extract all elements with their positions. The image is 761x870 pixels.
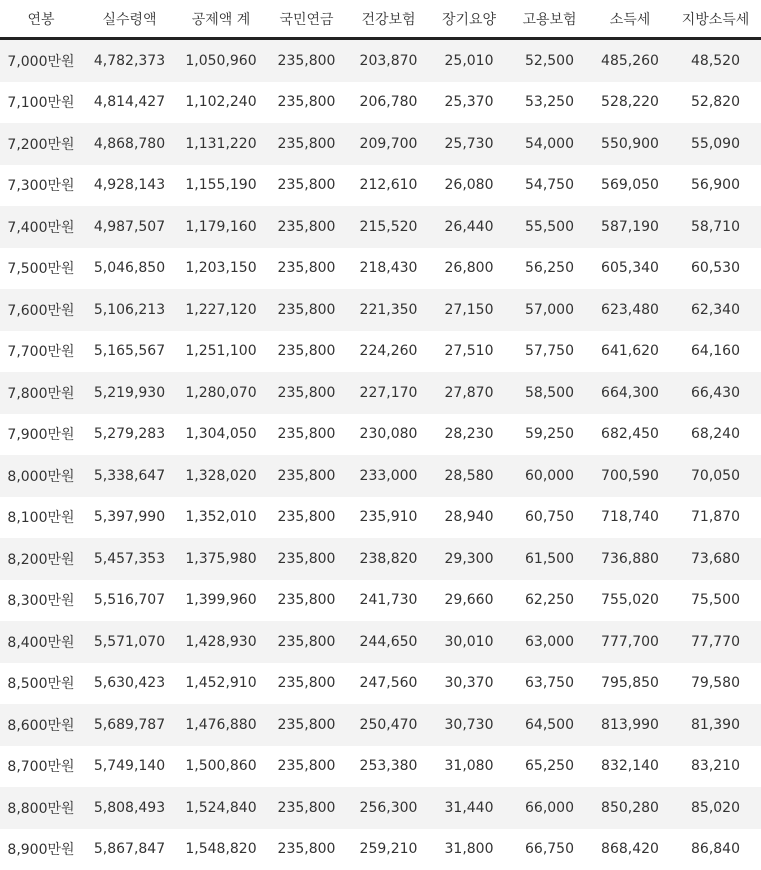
cell-net-pay: 4,928,143 bbox=[82, 165, 177, 207]
cell-long-term-care: 27,870 bbox=[429, 372, 509, 414]
cell-income-tax: 682,450 bbox=[590, 414, 670, 456]
cell-employment-insurance: 59,250 bbox=[509, 414, 590, 456]
cell-income-tax: 850,280 bbox=[590, 787, 670, 829]
cell-income-tax: 664,300 bbox=[590, 372, 670, 414]
cell-total-deduction: 1,476,880 bbox=[177, 704, 265, 746]
cell-employment-insurance: 64,500 bbox=[509, 704, 590, 746]
cell-health-insurance: 247,560 bbox=[348, 663, 429, 705]
cell-health-insurance: 256,300 bbox=[348, 787, 429, 829]
cell-national-pension: 235,800 bbox=[265, 123, 348, 165]
cell-health-insurance: 227,170 bbox=[348, 372, 429, 414]
cell-health-insurance: 238,820 bbox=[348, 538, 429, 580]
cell-national-pension: 235,800 bbox=[265, 580, 348, 622]
cell-total-deduction: 1,155,190 bbox=[177, 165, 265, 207]
cell-total-deduction: 1,050,960 bbox=[177, 39, 265, 82]
cell-net-pay: 5,749,140 bbox=[82, 746, 177, 788]
cell-net-pay: 5,516,707 bbox=[82, 580, 177, 622]
cell-health-insurance: 230,080 bbox=[348, 414, 429, 456]
table-row bbox=[0, 538, 761, 580]
cell-long-term-care: 29,660 bbox=[429, 580, 509, 622]
cell-local-income-tax: 66,430 bbox=[670, 372, 761, 414]
cell-long-term-care: 26,800 bbox=[429, 248, 509, 290]
cell-total-deduction: 1,131,220 bbox=[177, 123, 265, 165]
cell-total-deduction: 1,179,160 bbox=[177, 206, 265, 248]
cell-salary: 7,800만원 bbox=[0, 372, 82, 414]
cell-employment-insurance: 61,500 bbox=[509, 538, 590, 580]
cell-local-income-tax: 62,340 bbox=[670, 289, 761, 331]
cell-health-insurance: 209,700 bbox=[348, 123, 429, 165]
cell-long-term-care: 27,150 bbox=[429, 289, 509, 331]
cell-employment-insurance: 66,750 bbox=[509, 829, 590, 870]
cell-salary: 8,600만원 bbox=[0, 704, 82, 746]
table-row bbox=[0, 248, 761, 290]
cell-local-income-tax: 68,240 bbox=[670, 414, 761, 456]
cell-local-income-tax: 70,050 bbox=[670, 455, 761, 497]
table-row bbox=[0, 704, 761, 746]
cell-net-pay: 5,046,850 bbox=[82, 248, 177, 290]
cell-net-pay: 5,808,493 bbox=[82, 787, 177, 829]
table-row bbox=[0, 39, 761, 82]
column-header-income-tax: 소득세 bbox=[590, 0, 670, 39]
cell-employment-insurance: 58,500 bbox=[509, 372, 590, 414]
cell-total-deduction: 1,548,820 bbox=[177, 829, 265, 870]
cell-employment-insurance: 53,250 bbox=[509, 82, 590, 124]
cell-total-deduction: 1,428,930 bbox=[177, 621, 265, 663]
cell-local-income-tax: 86,840 bbox=[670, 829, 761, 870]
cell-employment-insurance: 52,500 bbox=[509, 39, 590, 82]
cell-employment-insurance: 55,500 bbox=[509, 206, 590, 248]
cell-total-deduction: 1,500,860 bbox=[177, 746, 265, 788]
cell-national-pension: 235,800 bbox=[265, 663, 348, 705]
cell-total-deduction: 1,102,240 bbox=[177, 82, 265, 124]
cell-health-insurance: 206,780 bbox=[348, 82, 429, 124]
cell-income-tax: 795,850 bbox=[590, 663, 670, 705]
cell-health-insurance: 218,430 bbox=[348, 248, 429, 290]
cell-net-pay: 4,814,427 bbox=[82, 82, 177, 124]
cell-employment-insurance: 60,750 bbox=[509, 497, 590, 539]
cell-national-pension: 235,800 bbox=[265, 455, 348, 497]
cell-long-term-care: 28,580 bbox=[429, 455, 509, 497]
cell-local-income-tax: 60,530 bbox=[670, 248, 761, 290]
column-header-total-deduction: 공제액 계 bbox=[177, 0, 265, 39]
cell-long-term-care: 28,940 bbox=[429, 497, 509, 539]
cell-net-pay: 5,106,213 bbox=[82, 289, 177, 331]
cell-local-income-tax: 75,500 bbox=[670, 580, 761, 622]
cell-national-pension: 235,800 bbox=[265, 39, 348, 82]
cell-salary: 8,200만원 bbox=[0, 538, 82, 580]
column-header-health-insurance: 건강보험 bbox=[348, 0, 429, 39]
cell-income-tax: 813,990 bbox=[590, 704, 670, 746]
cell-total-deduction: 1,399,960 bbox=[177, 580, 265, 622]
cell-salary: 7,000만원 bbox=[0, 39, 82, 82]
column-header-long-term-care: 장기요양 bbox=[429, 0, 509, 39]
cell-long-term-care: 31,080 bbox=[429, 746, 509, 788]
cell-national-pension: 235,800 bbox=[265, 331, 348, 373]
table-row bbox=[0, 414, 761, 456]
cell-employment-insurance: 57,750 bbox=[509, 331, 590, 373]
cell-employment-insurance: 54,750 bbox=[509, 165, 590, 207]
cell-total-deduction: 1,375,980 bbox=[177, 538, 265, 580]
cell-income-tax: 718,740 bbox=[590, 497, 670, 539]
cell-national-pension: 235,800 bbox=[265, 787, 348, 829]
column-header-local-income-tax: 지방소득세 bbox=[670, 0, 761, 39]
cell-salary: 8,300만원 bbox=[0, 580, 82, 622]
cell-long-term-care: 25,010 bbox=[429, 39, 509, 82]
cell-total-deduction: 1,227,120 bbox=[177, 289, 265, 331]
cell-income-tax: 550,900 bbox=[590, 123, 670, 165]
cell-net-pay: 5,457,353 bbox=[82, 538, 177, 580]
cell-income-tax: 700,590 bbox=[590, 455, 670, 497]
cell-health-insurance: 241,730 bbox=[348, 580, 429, 622]
cell-salary: 7,900만원 bbox=[0, 414, 82, 456]
cell-employment-insurance: 63,000 bbox=[509, 621, 590, 663]
cell-long-term-care: 29,300 bbox=[429, 538, 509, 580]
cell-salary: 8,500만원 bbox=[0, 663, 82, 705]
table-body bbox=[0, 39, 761, 870]
cell-local-income-tax: 58,710 bbox=[670, 206, 761, 248]
cell-local-income-tax: 55,090 bbox=[670, 123, 761, 165]
cell-salary: 7,400만원 bbox=[0, 206, 82, 248]
cell-total-deduction: 1,251,100 bbox=[177, 331, 265, 373]
cell-health-insurance: 235,910 bbox=[348, 497, 429, 539]
cell-health-insurance: 244,650 bbox=[348, 621, 429, 663]
table-row bbox=[0, 497, 761, 539]
cell-income-tax: 832,140 bbox=[590, 746, 670, 788]
cell-net-pay: 5,571,070 bbox=[82, 621, 177, 663]
cell-national-pension: 235,800 bbox=[265, 414, 348, 456]
cell-net-pay: 4,987,507 bbox=[82, 206, 177, 248]
cell-net-pay: 5,397,990 bbox=[82, 497, 177, 539]
cell-long-term-care: 26,080 bbox=[429, 165, 509, 207]
cell-salary: 8,000만원 bbox=[0, 455, 82, 497]
table-row bbox=[0, 289, 761, 331]
cell-long-term-care: 30,010 bbox=[429, 621, 509, 663]
cell-local-income-tax: 81,390 bbox=[670, 704, 761, 746]
cell-health-insurance: 259,210 bbox=[348, 829, 429, 870]
cell-employment-insurance: 66,000 bbox=[509, 787, 590, 829]
table-row bbox=[0, 206, 761, 248]
cell-income-tax: 485,260 bbox=[590, 39, 670, 82]
cell-national-pension: 235,800 bbox=[265, 165, 348, 207]
cell-long-term-care: 31,800 bbox=[429, 829, 509, 870]
cell-health-insurance: 203,870 bbox=[348, 39, 429, 82]
cell-net-pay: 5,165,567 bbox=[82, 331, 177, 373]
cell-salary: 7,200만원 bbox=[0, 123, 82, 165]
cell-long-term-care: 30,370 bbox=[429, 663, 509, 705]
cell-salary: 7,600만원 bbox=[0, 289, 82, 331]
cell-local-income-tax: 48,520 bbox=[670, 39, 761, 82]
cell-national-pension: 235,800 bbox=[265, 538, 348, 580]
cell-long-term-care: 27,510 bbox=[429, 331, 509, 373]
cell-income-tax: 736,880 bbox=[590, 538, 670, 580]
cell-employment-insurance: 63,750 bbox=[509, 663, 590, 705]
cell-national-pension: 235,800 bbox=[265, 206, 348, 248]
cell-national-pension: 235,800 bbox=[265, 704, 348, 746]
column-header-net-pay: 실수령액 bbox=[82, 0, 177, 39]
cell-national-pension: 235,800 bbox=[265, 248, 348, 290]
cell-national-pension: 235,800 bbox=[265, 829, 348, 870]
cell-local-income-tax: 79,580 bbox=[670, 663, 761, 705]
cell-income-tax: 623,480 bbox=[590, 289, 670, 331]
cell-employment-insurance: 56,250 bbox=[509, 248, 590, 290]
cell-health-insurance: 250,470 bbox=[348, 704, 429, 746]
table-header bbox=[0, 0, 761, 39]
cell-salary: 8,100만원 bbox=[0, 497, 82, 539]
table-row bbox=[0, 123, 761, 165]
cell-income-tax: 528,220 bbox=[590, 82, 670, 124]
cell-national-pension: 235,800 bbox=[265, 746, 348, 788]
table-row bbox=[0, 372, 761, 414]
cell-income-tax: 587,190 bbox=[590, 206, 670, 248]
cell-local-income-tax: 71,870 bbox=[670, 497, 761, 539]
cell-health-insurance: 224,260 bbox=[348, 331, 429, 373]
cell-net-pay: 5,689,787 bbox=[82, 704, 177, 746]
table-row bbox=[0, 580, 761, 622]
cell-salary: 8,400만원 bbox=[0, 621, 82, 663]
cell-net-pay: 5,219,930 bbox=[82, 372, 177, 414]
cell-national-pension: 235,800 bbox=[265, 621, 348, 663]
cell-national-pension: 235,800 bbox=[265, 372, 348, 414]
cell-income-tax: 755,020 bbox=[590, 580, 670, 622]
cell-health-insurance: 212,610 bbox=[348, 165, 429, 207]
cell-long-term-care: 30,730 bbox=[429, 704, 509, 746]
cell-employment-insurance: 62,250 bbox=[509, 580, 590, 622]
column-header-national-pension: 국민연금 bbox=[265, 0, 348, 39]
cell-salary: 8,900만원 bbox=[0, 829, 82, 870]
column-header-salary: 연봉 bbox=[0, 0, 82, 39]
table-row bbox=[0, 663, 761, 705]
table-row bbox=[0, 331, 761, 373]
column-header-employment-insurance: 고용보험 bbox=[509, 0, 590, 39]
cell-net-pay: 5,867,847 bbox=[82, 829, 177, 870]
cell-long-term-care: 26,440 bbox=[429, 206, 509, 248]
cell-local-income-tax: 77,770 bbox=[670, 621, 761, 663]
cell-total-deduction: 1,328,020 bbox=[177, 455, 265, 497]
table-row bbox=[0, 829, 761, 870]
cell-total-deduction: 1,352,010 bbox=[177, 497, 265, 539]
cell-income-tax: 868,420 bbox=[590, 829, 670, 870]
cell-health-insurance: 215,520 bbox=[348, 206, 429, 248]
table-row bbox=[0, 746, 761, 788]
cell-national-pension: 235,800 bbox=[265, 289, 348, 331]
cell-local-income-tax: 83,210 bbox=[670, 746, 761, 788]
cell-salary: 7,500만원 bbox=[0, 248, 82, 290]
cell-income-tax: 777,700 bbox=[590, 621, 670, 663]
cell-net-pay: 5,630,423 bbox=[82, 663, 177, 705]
cell-local-income-tax: 85,020 bbox=[670, 787, 761, 829]
cell-total-deduction: 1,304,050 bbox=[177, 414, 265, 456]
table-row bbox=[0, 455, 761, 497]
table-row bbox=[0, 787, 761, 829]
cell-total-deduction: 1,280,070 bbox=[177, 372, 265, 414]
cell-local-income-tax: 56,900 bbox=[670, 165, 761, 207]
cell-salary: 8,700만원 bbox=[0, 746, 82, 788]
cell-net-pay: 5,338,647 bbox=[82, 455, 177, 497]
cell-local-income-tax: 73,680 bbox=[670, 538, 761, 580]
cell-employment-insurance: 65,250 bbox=[509, 746, 590, 788]
cell-total-deduction: 1,524,840 bbox=[177, 787, 265, 829]
cell-net-pay: 4,868,780 bbox=[82, 123, 177, 165]
table-row bbox=[0, 82, 761, 124]
cell-total-deduction: 1,452,910 bbox=[177, 663, 265, 705]
cell-net-pay: 4,782,373 bbox=[82, 39, 177, 82]
cell-health-insurance: 221,350 bbox=[348, 289, 429, 331]
cell-total-deduction: 1,203,150 bbox=[177, 248, 265, 290]
cell-net-pay: 5,279,283 bbox=[82, 414, 177, 456]
cell-income-tax: 605,340 bbox=[590, 248, 670, 290]
cell-employment-insurance: 60,000 bbox=[509, 455, 590, 497]
cell-local-income-tax: 64,160 bbox=[670, 331, 761, 373]
cell-employment-insurance: 54,000 bbox=[509, 123, 590, 165]
cell-salary: 7,700만원 bbox=[0, 331, 82, 373]
cell-income-tax: 569,050 bbox=[590, 165, 670, 207]
cell-salary: 8,800만원 bbox=[0, 787, 82, 829]
cell-long-term-care: 25,370 bbox=[429, 82, 509, 124]
cell-long-term-care: 25,730 bbox=[429, 123, 509, 165]
cell-national-pension: 235,800 bbox=[265, 497, 348, 539]
cell-health-insurance: 253,380 bbox=[348, 746, 429, 788]
header-row bbox=[0, 0, 761, 39]
cell-salary: 7,100만원 bbox=[0, 82, 82, 124]
cell-long-term-care: 28,230 bbox=[429, 414, 509, 456]
cell-salary: 7,300만원 bbox=[0, 165, 82, 207]
cell-employment-insurance: 57,000 bbox=[509, 289, 590, 331]
cell-local-income-tax: 52,820 bbox=[670, 82, 761, 124]
cell-national-pension: 235,800 bbox=[265, 82, 348, 124]
table-row bbox=[0, 621, 761, 663]
cell-income-tax: 641,620 bbox=[590, 331, 670, 373]
cell-long-term-care: 31,440 bbox=[429, 787, 509, 829]
cell-health-insurance: 233,000 bbox=[348, 455, 429, 497]
table-row bbox=[0, 165, 761, 207]
